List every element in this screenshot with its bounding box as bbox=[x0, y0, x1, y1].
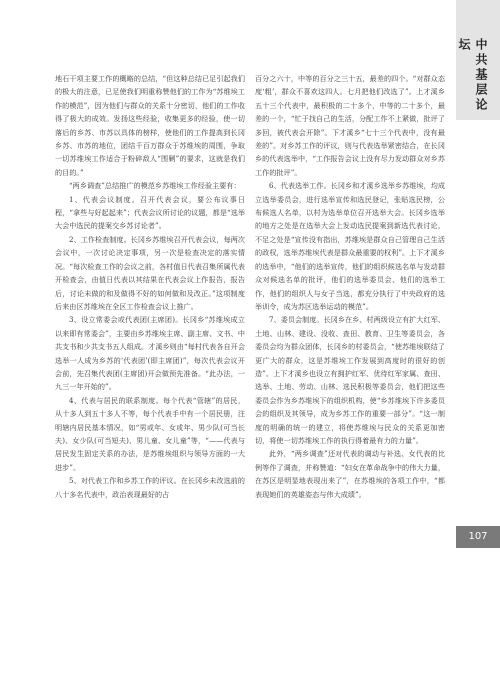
paragraph: 此外，“两乡调查”还对代表的调动与补选、女代表的比例等作了调查，并称赞道：“妇女在革命战争中的伟大力量，在苏区是明显地表现出来了”，在苏维埃的各项工作中，“都表现她们的英雄姿态与伟大成绩”。 bbox=[255, 449, 445, 499]
paragraph: 6、代表选举工作。长冈乡和才溪乡选举乡苏维埃，均成立选举委员会，进行选举宣传和选民登记，张贴选民榜，公布候选人名单，以村为选举单位召开选举大会。长冈乡选举的地方之处是在选举大会上发动选民提案到新选代表讨论，不足之处是“宣传没有指出，苏维埃是群众自己管理自己生活的政权，选举苏维埃代表是群众最重要的权利”。上下才溪乡的选举中，“他们的选举宣传，他们的组织候选名单与发动群众对候选名单的批评，他们的选举委员会、他们的选举工作，他们的组织人与女子当选，都充分执行了中央政府的选举训令，成为苏区选举运动的模范”。 bbox=[255, 181, 446, 311]
paragraph: 5、对代表工作和乡苏工作的评议。在长冈乡未改选前的八十多名代表中，政治表现最好的占 bbox=[55, 476, 246, 499]
section-tab bbox=[456, 0, 500, 120]
paragraph: 1、代表会议制度。召开代表会议，要公布议事日程，“拿些与好起起来”；代表会议所讨论的议题，都是“选举大会中选民的提案交乡苏讨论者”。 bbox=[55, 194, 245, 231]
paragraph: 7、委员会制度。长冈乡在乡、村两级设立有扩大红军、土地、山林、建设、没收、查田、教育、卫生等委员会，各委员会均为群众团体，长冈乡的村委员会，“使苏维埃联结了更广大的群众，这是苏维埃工作发展到高度时的很好的创造”。上下才溪乡也设立有拥护红军、优待红军家属、查田、选举、土地、劳动、山林、选民积极等委员会，他们把这些委员会作为乡苏维埃下的组织机构，使“乡苏维埃下许多委员会的组织及其领导，成为乡苏工作的重要一部分”。“这一制度的明确的统一的建立，将使苏维埃与民众的关系更加密切，将使一切苏维埃工作的执行得着最有力的力量”。 bbox=[255, 315, 446, 445]
page-number: 107 bbox=[456, 526, 500, 548]
paragraph: 3、设立常委会或代表团(主席团)。长冈乡“苏维埃成立以来即有常委会”，主要由乡苏维埃主席、副主席、文书、中共支书和少共支书五人组成。才溪乡则由“每村代表各自开会选举一人成为乡苏的‘代表团’(即主席团)”，每次代表会议开会前，先召集代表团(主席团)开会做预先准备。“此办法，一九三一年开始的”。 bbox=[55, 315, 245, 392]
paragraph: “两乡调查”总结推广的模范乡苏维埃工作经验主要有： bbox=[69, 181, 241, 191]
paragraph: 百分之六十，中等的百分之三十五，最差的四个。“对群众态度‘粗’，群众不喜欢这四人。七月把他们改选了”。上才溪乡五十三个代表中，最积极的二十多个，中等的二十多个，最差的一个，“忙于找自己的生活，分配工作不上紧做，批评了多回，被代表会开除”。下才溪乡“七十三个代表中，没有最差的”。对乡苏工作的评议，则与代表选举紧密结合，在长冈乡的代表选举中，“工作报告会议上没有尽力发动群众对乡苏工作的批评”。 bbox=[255, 74, 445, 177]
right-column bbox=[255, 72, 445, 501]
paragraph: 地石干项主要工作的概略的总结，“但这种总结已足引起我们的极大的注意，已足使我们明重称赞他们的工作为“苏维埃工作的模范”，因为他们与群众的关系十分密切，他们的工作收得了极大的成效。发扬这些经验，收集更多的经验，使一切落后的乡苏、市苏以具体的榜样，使他们的工作提高到长冈乡苏、市苏的地位，团结千百万群众于苏维埃的周围，争取一切苏维埃工作适合于粉碎敌人“围剿”的要求，这就是我们的目的。” bbox=[55, 74, 245, 177]
column-title: 中共基层论坛 bbox=[457, 38, 488, 113]
paragraph: 4、代表与居民的联系制度。每个代表“管辖”的居民，从十多人到五十多人不等，每个代表手中有一个居民册，注明辖内居民基本情况，如“男或年、女或年、男少队(可当长夫)、女少队(可当短夫)、男儿童、女儿童”等，“——代表与居民发生固定关系的办法，是苏维埃组织与领导方面的一大进步”。 bbox=[55, 395, 245, 472]
paragraph: 2、工作检查制度。长冈乡苏维埃召开代表会议，每两次会议中，一次讨论决定事项，另一次是检查决定的落实情况。“每次检查工作的会议之前，各村值日代表召集所属代表开检查会，由值日代表以其结果在代表会议上作报告，报告后，讨论未做的和及做得不好的如何做和及改正。”这项制度后来由区苏维埃在全区工作检查会议上推广。 bbox=[55, 234, 246, 311]
left-column bbox=[55, 72, 245, 501]
